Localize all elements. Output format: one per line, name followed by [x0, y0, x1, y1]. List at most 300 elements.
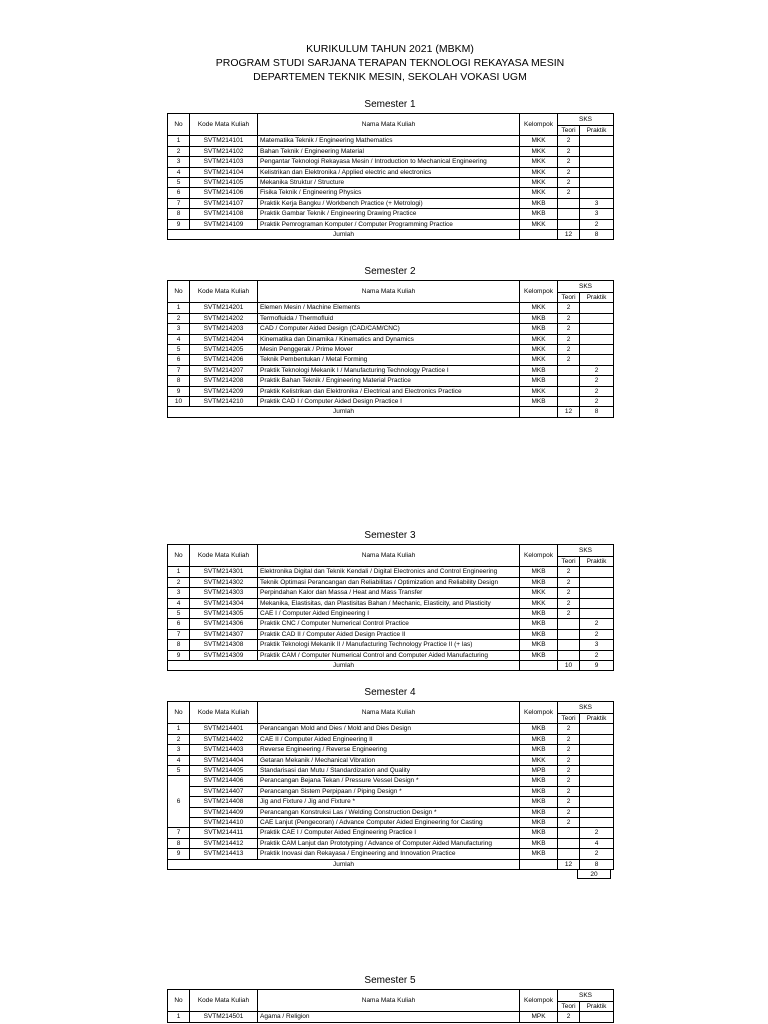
header-kode: Kode Mata Kuliah — [190, 114, 258, 136]
table-header-row — [168, 990, 614, 1002]
course-sks-praktik — [580, 577, 614, 587]
course-no: 3 — [168, 588, 190, 598]
course-sks-praktik — [580, 745, 614, 755]
course-group: MKB — [520, 818, 558, 828]
semester-title: Semester 2 — [364, 266, 416, 277]
course-group: MKK — [520, 588, 558, 598]
course-no: 3 — [168, 324, 190, 334]
course-name: Perancangan Mold and Dies / Mold and Dies Design — [258, 724, 520, 734]
course-name: Praktik Inovasi dan Rekayasa / Engineering and Innovation Practice — [258, 849, 520, 859]
total-row — [168, 230, 614, 240]
course-name: Perpindahan Kalor dan Massa / Heat and Mass Transfer — [258, 588, 520, 598]
course-sks-praktik — [580, 567, 614, 577]
course-row — [168, 167, 614, 177]
header-kode: Kode Mata Kuliah — [190, 990, 258, 1012]
course-code: SVTM214410 — [190, 818, 258, 828]
course-group: MKK — [520, 178, 558, 188]
course-name: Praktik CAM / Computer Numerical Control and Computer Aided Manufacturing — [258, 650, 520, 660]
course-sks-praktik: 3 — [580, 640, 614, 650]
course-name: Mesin Penggerak / Prime Mover — [258, 345, 520, 355]
course-sks-praktik — [580, 167, 614, 177]
course-sks-praktik — [580, 136, 614, 146]
course-sks-praktik — [580, 797, 614, 807]
course-no: 5 — [168, 178, 190, 188]
course-sks-praktik: 2 — [580, 619, 614, 629]
course-sks-praktik — [580, 146, 614, 156]
header-teori: Teori — [558, 1002, 580, 1012]
header-sks: SKS — [558, 545, 614, 557]
course-code: SVTM214501 — [190, 1012, 258, 1022]
course-name: Matematika Teknik / Engineering Mathematics — [258, 136, 520, 146]
course-sks-teori: 2 — [558, 588, 580, 598]
course-row — [168, 849, 614, 859]
course-group: MKB — [520, 734, 558, 744]
table-header-row — [168, 702, 614, 714]
course-sks-praktik: 2 — [580, 365, 614, 375]
course-group: MKB — [520, 619, 558, 629]
header-kode: Kode Mata Kuliah — [190, 545, 258, 567]
course-no: 1 — [168, 567, 190, 577]
course-name: Mekanika, Elastisitas, dan Plastisitas Bahan / Mechanic, Elasticity, and Plasticity — [258, 598, 520, 608]
course-sks-praktik: 3 — [580, 209, 614, 219]
course-name: CAD / Computer Aided Design (CAD/CAM/CNC) — [258, 324, 520, 334]
course-code: SVTM214403 — [190, 745, 258, 755]
header-nama: Nama Mata Kuliah — [258, 545, 520, 567]
course-name: Reverse Engineering / Reverse Engineering — [258, 745, 520, 755]
course-sks-praktik — [580, 724, 614, 734]
course-sks-teori — [558, 619, 580, 629]
course-code: SVTM214409 — [190, 807, 258, 817]
semester-table — [167, 544, 614, 671]
course-group: MKK — [520, 755, 558, 765]
course-row — [168, 1012, 614, 1022]
course-sks-praktik: 2 — [580, 219, 614, 229]
course-group: MKK — [520, 334, 558, 344]
header-praktik: Praktik — [580, 1002, 614, 1012]
course-code: SVTM214309 — [190, 650, 258, 660]
course-row — [168, 157, 614, 167]
total-label: Jumlah — [168, 407, 520, 417]
course-sks-praktik — [580, 334, 614, 344]
doc-title-line-1: KURIKULUM TAHUN 2021 (MBKM) — [306, 43, 474, 55]
course-code: SVTM214208 — [190, 376, 258, 386]
header-sks: SKS — [558, 281, 614, 293]
course-code: SVTM214304 — [190, 598, 258, 608]
course-name: Praktik Kelistrikan dan Elektronika / Electrical and Electronics Practice — [258, 386, 520, 396]
header-no: No — [168, 702, 190, 724]
course-sks-teori: 2 — [558, 178, 580, 188]
header-teori: Teori — [558, 714, 580, 724]
course-code: SVTM214405 — [190, 766, 258, 776]
course-name: CAE I / Computer Aided Engineering I — [258, 609, 520, 619]
course-no: 4 — [168, 755, 190, 765]
course-no: 1 — [168, 1012, 190, 1022]
course-sks-praktik — [580, 807, 614, 817]
course-row — [168, 598, 614, 608]
header-sks: SKS — [558, 990, 614, 1002]
total-empty — [520, 859, 558, 869]
course-sks-praktik — [580, 188, 614, 198]
total-label: Jumlah — [168, 230, 520, 240]
course-code: SVTM214404 — [190, 755, 258, 765]
course-sks-teori — [558, 365, 580, 375]
header-praktik: Praktik — [580, 557, 614, 567]
header-kelompok: Kelompok — [520, 545, 558, 567]
course-no: 3 — [168, 745, 190, 755]
course-no: 6 — [168, 619, 190, 629]
course-name: CAE Lanjut (Pengecoran) / Advance Computer Aided Engineering for Casting — [258, 818, 520, 828]
total-row — [168, 661, 614, 671]
course-sks-teori — [558, 629, 580, 639]
course-no: 1 — [168, 724, 190, 734]
course-group: MKK — [520, 598, 558, 608]
course-row — [168, 807, 614, 817]
course-row — [168, 303, 614, 313]
course-sks-praktik — [580, 157, 614, 167]
header-kode: Kode Mata Kuliah — [190, 702, 258, 724]
course-code: SVTM214202 — [190, 313, 258, 323]
course-sks-teori: 2 — [558, 303, 580, 313]
course-code: SVTM214103 — [190, 157, 258, 167]
total-teori: 12 — [558, 230, 580, 240]
course-code: SVTM214301 — [190, 567, 258, 577]
course-no: 1 — [168, 303, 190, 313]
course-row — [168, 619, 614, 629]
course-sks-praktik — [580, 313, 614, 323]
doc-title-line-3: DEPARTEMEN TEKNIK MESIN, SEKOLAH VOKASI UGM — [253, 71, 527, 83]
course-row — [168, 786, 614, 796]
course-group: MKB — [520, 650, 558, 660]
total-label: Jumlah — [168, 661, 520, 671]
course-row — [168, 577, 614, 587]
course-row — [168, 178, 614, 188]
course-sks-praktik: 2 — [580, 386, 614, 396]
course-no: 2 — [168, 577, 190, 587]
course-sks-praktik — [580, 355, 614, 365]
course-name: Praktik Bahan Teknik / Engineering Material Practice — [258, 376, 520, 386]
course-no: 5 — [168, 345, 190, 355]
course-name: Fisika Teknik / Engineering Physics — [258, 188, 520, 198]
course-sks-praktik — [580, 345, 614, 355]
course-sks-praktik — [580, 766, 614, 776]
course-sks-praktik — [580, 609, 614, 619]
course-row — [168, 355, 614, 365]
course-group: MKK — [520, 146, 558, 156]
course-no: 3 — [168, 157, 190, 167]
course-name: Praktik CAD II / Computer Aided Design Practice II — [258, 629, 520, 639]
course-sks-teori: 2 — [558, 807, 580, 817]
total-praktik: 8 — [580, 407, 614, 417]
course-code: SVTM214306 — [190, 619, 258, 629]
header-no: No — [168, 281, 190, 303]
course-name: Teknik Pembentukan / Metal Forming — [258, 355, 520, 365]
header-kelompok: Kelompok — [520, 281, 558, 303]
total-teori: 12 — [558, 407, 580, 417]
total-teori: 12 — [558, 859, 580, 869]
header-nama: Nama Mata Kuliah — [258, 281, 520, 303]
course-sks-teori: 2 — [558, 577, 580, 587]
course-no: 8 — [168, 376, 190, 386]
course-row — [168, 376, 614, 386]
course-sks-teori: 2 — [558, 334, 580, 344]
course-code: SVTM214105 — [190, 178, 258, 188]
course-no: 7 — [168, 198, 190, 208]
course-sks-teori — [558, 198, 580, 208]
course-group: MKK — [520, 345, 558, 355]
course-group: MKB — [520, 577, 558, 587]
course-name: Kelistrikan dan Elektronika / Applied electric and electronics — [258, 167, 520, 177]
course-group: MKK — [520, 167, 558, 177]
course-code: SVTM214401 — [190, 724, 258, 734]
course-sks-praktik — [580, 598, 614, 608]
course-sks-teori: 2 — [558, 136, 580, 146]
total-empty — [520, 661, 558, 671]
course-name: Perancangan Sistem Perpipaan / Piping Design * — [258, 786, 520, 796]
course-sks-praktik — [580, 734, 614, 744]
course-code: SVTM214201 — [190, 303, 258, 313]
course-sks-praktik: 2 — [580, 849, 614, 859]
course-sks-praktik — [580, 588, 614, 598]
course-code: SVTM214412 — [190, 838, 258, 848]
course-sks-praktik: 2 — [580, 376, 614, 386]
course-name: Mekanika Struktur / Structure — [258, 178, 520, 188]
course-no: 7 — [168, 365, 190, 375]
course-row — [168, 386, 614, 396]
course-code: SVTM214303 — [190, 588, 258, 598]
course-sks-teori: 2 — [558, 755, 580, 765]
course-row — [168, 136, 614, 146]
course-sks-teori — [558, 838, 580, 848]
course-sks-praktik: 4 — [580, 838, 614, 848]
semester-title: Semester 4 — [364, 687, 416, 698]
header-praktik: Praktik — [580, 293, 614, 303]
course-name: Praktik Teknologi Mekanik II / Manufacturing Technology Practice II (+ las) — [258, 640, 520, 650]
course-row — [168, 609, 614, 619]
course-sks-praktik — [580, 776, 614, 786]
course-sks-praktik: 2 — [580, 828, 614, 838]
course-name: Teknik Optimasi Perancangan dan Reliabilitas / Optimization and Reliability Design — [258, 577, 520, 587]
course-sks-praktik: 2 — [580, 397, 614, 407]
course-sks-teori: 2 — [558, 766, 580, 776]
course-no: 5 — [168, 766, 190, 776]
header-praktik: Praktik — [580, 126, 614, 136]
semester-table — [167, 989, 614, 1023]
table-header-row — [168, 281, 614, 293]
course-name: Bahan Teknik / Engineering Material — [258, 146, 520, 156]
course-code: SVTM214402 — [190, 734, 258, 744]
course-group: MKB — [520, 838, 558, 848]
course-no: 8 — [168, 640, 190, 650]
course-no: 8 — [168, 838, 190, 848]
course-group: MKB — [520, 629, 558, 639]
course-sks-praktik — [580, 1012, 614, 1022]
course-code: SVTM214104 — [190, 167, 258, 177]
course-sks-teori: 2 — [558, 786, 580, 796]
course-no: 8 — [168, 209, 190, 219]
course-group: MKB — [520, 365, 558, 375]
course-group: MKB — [520, 324, 558, 334]
header-kelompok: Kelompok — [520, 990, 558, 1012]
table-header-row — [168, 114, 614, 126]
course-row — [168, 818, 614, 828]
course-no: 7 — [168, 629, 190, 639]
course-row — [168, 776, 614, 786]
course-row — [168, 219, 614, 229]
course-sks-teori — [558, 640, 580, 650]
doc-title-line-2: PROGRAM STUDI SARJANA TERAPAN TEKNOLOGI REKAYASA MESIN — [215, 57, 565, 69]
course-no: 9 — [168, 219, 190, 229]
course-sks-teori: 2 — [558, 609, 580, 619]
course-code: SVTM214204 — [190, 334, 258, 344]
total-praktik: 8 — [580, 230, 614, 240]
course-sks-teori: 2 — [558, 313, 580, 323]
course-row — [168, 766, 614, 776]
header-teori: Teori — [558, 293, 580, 303]
course-name: Praktik Kerja Bangku / Workbench Practice (+ Metrologi) — [258, 198, 520, 208]
course-name: Jig and Fixture / Jig and Fixture * — [258, 797, 520, 807]
course-code: SVTM214413 — [190, 849, 258, 859]
course-code: SVTM214411 — [190, 828, 258, 838]
course-code: SVTM214205 — [190, 345, 258, 355]
course-row — [168, 365, 614, 375]
semester-table — [167, 280, 614, 418]
total-row — [168, 859, 614, 869]
header-no: No — [168, 114, 190, 136]
total-empty — [520, 407, 558, 417]
course-sks-praktik — [580, 786, 614, 796]
course-sks-teori: 2 — [558, 724, 580, 734]
course-no: 6 — [168, 188, 190, 198]
course-code: SVTM214406 — [190, 776, 258, 786]
course-name: CAE II / Computer Aided Engineering II — [258, 734, 520, 744]
header-nama: Nama Mata Kuliah — [258, 990, 520, 1012]
course-name: Praktik CAE I / Computer Aided Engineering Practice I — [258, 828, 520, 838]
course-no: 9 — [168, 650, 190, 660]
course-name: Praktik CAM Lanjut dan Prototyping / Advance of Computer Aided Manufacturing — [258, 838, 520, 848]
course-row — [168, 313, 614, 323]
course-sks-teori: 2 — [558, 188, 580, 198]
course-row — [168, 650, 614, 660]
course-group: MKK — [520, 136, 558, 146]
course-sks-teori: 2 — [558, 818, 580, 828]
course-group: MPB — [520, 766, 558, 776]
course-name: Agama / Religion — [258, 1012, 520, 1022]
course-sks-teori: 2 — [558, 1012, 580, 1022]
course-name: Praktik Pemrograman Komputer / Computer Programming Practice — [258, 219, 520, 229]
course-name: Standarisasi dan Mutu / Standardization and Quality — [258, 766, 520, 776]
course-name: Perancangan Bejana Tekan / Pressure Vessel Design * — [258, 776, 520, 786]
table-header-row — [168, 545, 614, 557]
course-code: SVTM214109 — [190, 219, 258, 229]
header-kelompok: Kelompok — [520, 702, 558, 724]
course-sks-teori: 2 — [558, 797, 580, 807]
course-no: 6 — [168, 355, 190, 365]
total-praktik: 8 — [580, 859, 614, 869]
course-sks-teori: 2 — [558, 157, 580, 167]
course-sks-teori — [558, 376, 580, 386]
course-sks-praktik — [580, 324, 614, 334]
course-no: 2 — [168, 146, 190, 156]
course-group: MKB — [520, 724, 558, 734]
course-name: Kinematika dan Dinamika / Kinematics and Dynamics — [258, 334, 520, 344]
course-code: SVTM214108 — [190, 209, 258, 219]
course-no: 2 — [168, 734, 190, 744]
course-no: 4 — [168, 167, 190, 177]
total-teori: 10 — [558, 661, 580, 671]
course-group: MKK — [520, 303, 558, 313]
course-no: 7 — [168, 828, 190, 838]
course-group: MKB — [520, 640, 558, 650]
course-group: MKB — [520, 609, 558, 619]
header-no: No — [168, 545, 190, 567]
course-group: MKB — [520, 198, 558, 208]
course-name: Elemen Mesin / Machine Elements — [258, 303, 520, 313]
course-sks-teori: 2 — [558, 146, 580, 156]
document-header — [0, 42, 768, 84]
course-row — [168, 188, 614, 198]
course-no: 10 — [168, 397, 190, 407]
course-row — [168, 334, 614, 344]
course-code: SVTM214210 — [190, 397, 258, 407]
course-row — [168, 146, 614, 156]
course-sks-teori: 2 — [558, 776, 580, 786]
course-sks-teori — [558, 397, 580, 407]
semester-table — [167, 113, 614, 240]
course-row — [168, 797, 614, 807]
course-name: Praktik CNC / Computer Numerical Control Practice — [258, 619, 520, 629]
course-no: 4 — [168, 598, 190, 608]
course-code: SVTM214106 — [190, 188, 258, 198]
course-code: SVTM214107 — [190, 198, 258, 208]
course-name: Praktik Gambar Teknik / Engineering Drawing Practice — [258, 209, 520, 219]
course-no: 9 — [168, 386, 190, 396]
header-teori: Teori — [558, 126, 580, 136]
course-sks-teori — [558, 386, 580, 396]
course-name: Praktik CAD I / Computer Aided Design Practice I — [258, 397, 520, 407]
course-group: MKK — [520, 157, 558, 167]
course-group: MKB — [520, 567, 558, 577]
course-row — [168, 734, 614, 744]
course-group: MKB — [520, 828, 558, 838]
course-sks-teori: 2 — [558, 355, 580, 365]
header-sks: SKS — [558, 114, 614, 126]
course-code: SVTM214308 — [190, 640, 258, 650]
course-group: MPK — [520, 1012, 558, 1022]
course-row — [168, 324, 614, 334]
course-code: SVTM214101 — [190, 136, 258, 146]
course-name: Getaran Mekanik / Mechanical Vibration — [258, 755, 520, 765]
course-code: SVTM214305 — [190, 609, 258, 619]
course-row — [168, 345, 614, 355]
course-no: 1 — [168, 136, 190, 146]
course-no: 9 — [168, 849, 190, 859]
header-praktik: Praktik — [580, 714, 614, 724]
course-sks-praktik: 2 — [580, 629, 614, 639]
total-row — [168, 407, 614, 417]
course-row — [168, 567, 614, 577]
course-no: 2 — [168, 313, 190, 323]
course-name: Praktik Teknologi Mekanik I / Manufacturing Technology Practice I — [258, 365, 520, 375]
course-group: MKK — [520, 386, 558, 396]
header-sks: SKS — [558, 702, 614, 714]
semester-title: Semester 5 — [364, 975, 416, 986]
course-group: MKB — [520, 849, 558, 859]
course-group: MKB — [520, 313, 558, 323]
course-sks-teori — [558, 219, 580, 229]
course-group: MKB — [520, 745, 558, 755]
total-label: Jumlah — [168, 859, 520, 869]
course-row — [168, 397, 614, 407]
